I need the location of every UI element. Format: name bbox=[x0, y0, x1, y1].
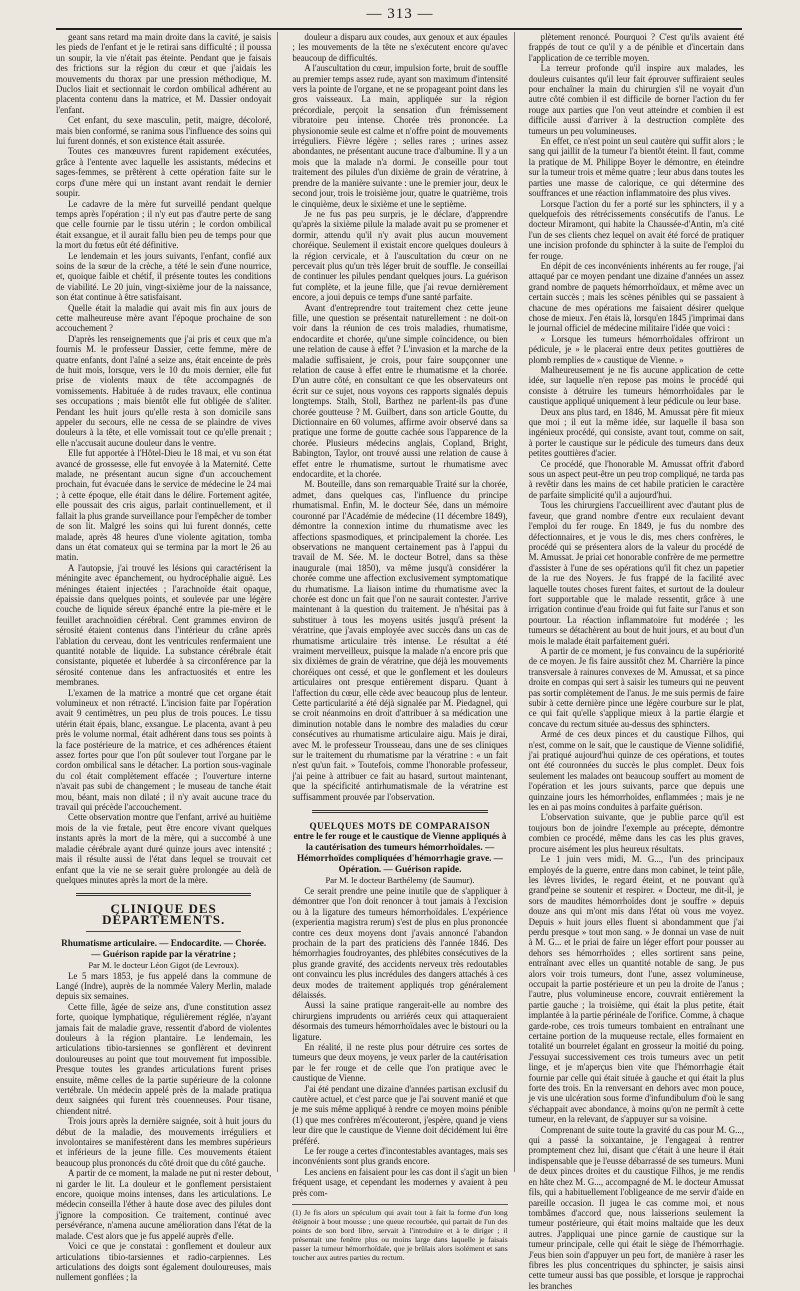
paragraph: Elle fut apportée à l'Hôtel-Dieu le 18 mai, et vu son état avancé de grossesse, elle fut envoyée à la Maternité. Cette malade, ne présentant aucun signe d'un accouchement prochain, fut évacuée dans le service de médecine le 24 mai ; à cette époque, elle était dans le délire. Fortement agitée, elle poussait des cris aigus, parlait continuellement, et il fallait la plus grande surveillance pour l'empêcher de tomber de son lit. Malgré les soins qui lui furent donnés, cette malade, après 48 heures d'une violente agitation, tomba dans un état comateux qui se termina par la mort le 26 au matin. bbox=[56, 448, 272, 563]
paragraph: Quelle était la maladie qui avait mis fin aux jours de cette malheureuse mère avant l'époque prochaine de son accouchement ? bbox=[56, 302, 272, 334]
page-number: — 313 — bbox=[366, 6, 434, 22]
paragraph: A partir de ce moment, la malade ne put ni rester debout, ni garder le lit. La douleur et le gonflement persistaient encore, quoique moins intenses, dans les articulations. Le médecin conseilla l'éther à haute dose avec des pilules dont j'ignore la composition. Ce traitement, continué avec persévérance, n'amena aucune amélioration dans l'état de la malade. C'est alors que je fus appelé auprès d'elle. bbox=[56, 1168, 272, 1241]
column-2 bbox=[292, 32, 514, 1263]
paragraph: Je ne fus pas peu surpris, je le déclare, d'apprendre qu'après la sixième pilule la malade avait pu se promener et dormir, attendu qu'il n'y avait plus aucun mouvement choréique. Seulement il existait encore quelques douleurs à la région cervicale, et à l'auscultation du cœur on ne percevait plus qu'un très léger bruit de souffle. Je conseillai de continuer les pilules pendant quelques jours. La guérison fut complète, et la jeune fille, que j'ai revue dernièrement encore, a joui depuis ce temps d'une santé parfaite. bbox=[292, 208, 508, 303]
header-rule bbox=[56, 28, 742, 30]
byline-gigot: Par M. le docteur Léon Gigot (de Levroux). bbox=[88, 960, 239, 971]
column-1 bbox=[56, 32, 278, 1283]
paragraph: Deux ans plus tard, en 1846, M. Amussat père fit mieux que moi ; il eut la même idée, sur laquelle il basa son ingénieux procédé, qui consiste, avant tout, comme on sait, à porter le caustique sur le pédicule des tumeurs dans deux petites gouttières d'acier. bbox=[528, 406, 744, 459]
paragraph: Ce procédé, que l'honorable M. Amussat offrit d'abord sous un aspect peut-être un peu trop compliqué, ne tarda pas à revêtir dans les mains de cet habile praticien le caractère de parfaite simplicité qu'il a aujourd'hui. bbox=[528, 458, 744, 500]
section-divider bbox=[312, 810, 487, 813]
paragraph: Lorsque l'action du fer a porté sur les sphincters, il y a quelquefois des rétrécissements consécutifs de l'anus. Le docteur Miramont, qui habite la Chaussée-d'Antin, m'a cité l'un de ses clients chez lequel on avait été forcé de pratiquer une incision profonde du sphincter à la suite de l'emploi du fer rouge. bbox=[528, 198, 744, 261]
paragraph: Cette observation montre que l'enfant, arrivé au huitième mois de la vie fœtale, peut être encore vivant quelques instants après la mort de la mère, qui a succombé à une maladie cérébrale ayant duré quinze jours avec intensité ; mais il résulte aussi de l'état dans lequel se trouvait cet enfant que la vie ne se serait guère prolongée au delà de quelques minutes après la mort de la mère. bbox=[56, 812, 272, 885]
paragraph: Le 5 mars 1853, je fus appelé dans la commune de Langé (Indre), auprès de la nommée Valery Merlin, malade depuis six semaines. bbox=[56, 970, 272, 1002]
paragraph: Le lendemain et les jours suivants, l'enfant, confié aux soins de la sœur de la crèche, a tété le sein d'une nourrice, et, quoique faible et chétif, il présente toutes les conditions de viabilité. Le 20 juin, vingt-sixième jour de la naissance, son état continue à être satisfaisant. bbox=[56, 250, 272, 303]
section-divider bbox=[76, 893, 251, 896]
paragraph: Armé de ces deux pinces et du caustique Filhos, qui n'est, comme on le sait, que le caustique de Vienne solidifié, j'ai pratiqué aujourd'hui quinze de ces opérations, et toutes ont été couronnées du succès le plus complet. Deux fois seulement les malades ont beaucoup souffert au moment de l'opération et les jours suivants, parce que depuis une quinzaine jours les hémorrhoïdes, enflammées ; mais je ne les en ai pas moins conduites à parfaite guérison. bbox=[528, 729, 744, 813]
paragraph: Cet enfant, du sexe masculin, petit, maigre, décoloré, mais bien conformé, se ranima sous l'influence des soins qui lui furent donnés, et son existence était assurée. bbox=[56, 115, 272, 147]
paragraph: plètement renoncé. Pourquoi ? C'est qu'ils avaient été frappés de tout ce qu'il y a de pénible et d'incertain dans l'application de ce terrible moyen. bbox=[528, 32, 744, 63]
paragraph: Malheureusement je ne fis aucune application de cette idée, sur laquelle n'en repose pas moins le procédé qui consiste à détruire les tumeurs hémorrhoïdales par le caustique appliqué uniquement à leur pédicule ou leur base. bbox=[528, 365, 744, 407]
paragraph: Voici ce que je constatai : gonflement et douleur aux articulations tibio-tarsiennes et radio-carpiennes. Les articulations des doigts sont également douloureuses, mais nullement gonflées ; la bbox=[56, 1241, 272, 1283]
section-title-clinique: CLINIQUE DES DÉPARTEMENTS. bbox=[102, 901, 226, 927]
paragraph: douleur a disparu aux coudes, aux genoux et aux épaules ; les mouvements de la tête ne s'exécutent encore qu'avec beaucoup de difficultés. bbox=[292, 32, 508, 63]
column-3 bbox=[528, 32, 744, 1291]
paragraph: Avant d'entreprendre tout traitement chez cette jeune fille, une question se présentait naturellement : ne doit-on voir dans la réunion de ces trois maladies, rhumatisme, endocardite et chorée, qu'une simple coïncidence, ou bien une relation de cause à effet ? L'invasion et la marche de la maladie suffisaient, je crois, pour faire soupçonner une relation de cause à effet entre le rhumatisme et la chorée. D'un autre côté, en consultant ce que les observateurs ont écrit sur ce sujet, nous voyons ces rapports signalés depuis longtemps. Stalh, Stoll, Barthez ne parlent-ils pas d'une chorée goutteuse ? M. Guilbert, dans son article Goutte, du Dictionnaire en 60 volumes, affirme avoir observé dans sa pratique une forme de goutte cachée sous l'apparence de la chorée. Plusieurs médecins anglais, Copland, Bright, Babington, Taylor, ont trouvé aussi une relation de cause à effet entre le rhumatisme, surtout le rhumatisme avec endocardite, et la chorée. bbox=[292, 302, 508, 480]
paragraph: En effet, ce n'est point un seul cautère qui suffit alors ; le sang qui jaillit de la tumeur l'a bientôt éteint. Il faut, comme la pratique de M. Philippe Boyer le démontre, en éteindre sur la tumeur trois et même quatre ; leur abus dans toutes les parties une masse de calorique, ce qui détermine des souffrances et une réaction inflammatoire des plus vives. bbox=[528, 136, 744, 199]
title-rule bbox=[86, 931, 241, 932]
paragraph: A l'auscultation du cœur, impulsion forte, bruit de souffle au premier temps assez rude, ayant son maximum d'intensité vers la pointe de l'organe, et ne se propageant point dans les gros vaisseaux. La main, appliquée sur la région précordiale, perçoit la sensation d'un frémissement vibratoire peu intense. Chorée très prononcée. La physionomie seule est calme et n'offre point de mouvements irréguliers. Fièvre légère ; selles rares ; urines assez abondantes, ne présentant aucune trace d'albumine. Il y a un mois que la malade n'a dormi. Je conseille pour tout traitement des pilules d'un dixième de grain de vératrine, à prendre de la manière suivante : une le premier jour, deux le second jour, trois le troisième jour, quatre le quatrième, trois le cinquième, deux le sixième et une le septième. bbox=[292, 63, 508, 209]
page-columns bbox=[56, 32, 744, 1291]
paragraph: En réalité, il ne reste plus pour détruire ces sortes de tumeurs que deux moyens, je veux parler de la cautérisation par le fer rouge et de celle que l'on pratique avec le caustique de Vienne. bbox=[292, 1041, 508, 1084]
paragraph: L'observation suivante, que je publie parce qu'il est toujours bon de joindre l'exemple au précepte, démontre combien ce procédé, même dans les cas les plus graves, procure aisément les plus heureux résultats. bbox=[528, 812, 744, 854]
paragraph: En dépit de ces inconvénients inhérents au fer rouge, j'ai attaqué par ce moyen pendant une dizaine d'années un assez grand nombre de paquets hémorrhoïdaux, et même avec un certain succès ; mais les scènes pénibles qui se passaient à chacune de mes opérations me faisaient désirer quelque chose de mieux. J'en étais là, lorsqu'en 1845 j'imprimai dans le journal officiel de médecine militaire l'idée que voici : bbox=[528, 260, 744, 334]
paragraph: Les anciens en faisaient pour les cas dont il s'agit un bien fréquent usage, et cependant les modernes y avaient à peu près com- bbox=[292, 1166, 508, 1198]
paragraph: Le 1 juin vers midi, M. G..., l'un des principaux employés de la guerre, entre dans mon cabinet, le teint pâle, les lèvres livides, le regard éteint, et ne pouvant qu'à grand'peine se soutenir et respirer. « Docteur, me dit-il, je sors de maudites hémorrhoïdes dont je souffre » depuis douze ans qui m'ont mis dans l'état où vous me voyez. Depuis » huit jours elles fluent si abondamment que j'ai perdu presque » tout mon sang. » Je donnai un vase de nuit à M. G... et le priai de faire un léger effort pour pousser au dehors ses hémorrhoïdes ; elles sortirent sans peine, entraînant avec elles un quantité notable de sang. Je pus alors voir trois tumeurs, dont l'une, assez volumineuse, occupait la partie postérieure et un peu la droite de l'anus ; l'autre, plus volumineuse encore, couvrait entièrement la partie gauche ; la troisième, qui était la plus petite, était implantée à la partie périnéale de l'orifice. Comme, à chaque garde-robe, ces trois tumeurs tombaient en entraînant une certaine portion de la muqueuse rectale, elles formaient en totalité un bourrelet égalant en grosseur la moitié du poing. J'essuyai successivement ces trois tumeurs avec un petit linge, et je m'aperçus bien vite que l'hémorrhagie était fournie par celle qui était située à gauche et qui était la plus forte des trois. En la renversant en dehors avec mon pouce, je vis une ulcération sous forme d'infundibulum d'où le sang s'échappait avec abondance, à moins qu'on ne permît à cette tumeur, en la relevant, de s'appuyer sur sa voisine. bbox=[528, 854, 744, 1125]
byline-barthelemy: Par M. le docteur Barthélemy (de Saumur). bbox=[325, 875, 475, 886]
footnote: (1) Je fis alors un spéculum qui avait tout à fait la forme d'un long étéignoir à bout mousse ; une queue recourbée, qui partait de l'un des points de son bord libre, servait à l'introduire et à le diriger ; il présentait une fenêtre plus ou moins large dans laquelle je faisais passer la tumeur hémorrhoïdale, que je brûlais alors isolément et sans toucher aux autres parties du rectum. bbox=[292, 1204, 507, 1262]
paragraph: A partir de ce moment, je fus convaincu de la supériorité de ce moyen. Je fis faire aussitôt chez M. Charrière la pince transversale à rainures convexes de M. Amussat, et sa pince droite en compas qui sert à saisir les tumeurs qui ne peuvent pas sortir complètement de l'anus. Je me suis permis de faire subir à cette dernière pince une légère courbure sur le plat, ce qui fait qu'elle s'applique mieux à la partie élargie et concave du rectum située au-dessus des sphincters. bbox=[528, 645, 744, 729]
paragraph: Ce serait prendre une peine inutile que de s'appliquer à démontrer que l'on doit renoncer à tout jamais à l'excision ou à la ligature des tumeurs hémorrhoïdales. L'expérience (experientia magistra rerum) s'est de plus en plus prononcée contre ces deux moyens dont j'avais annoncé l'abandon prochain de la part des praticiens dès l'année 1846. Des hémorrhagies foudroyantes, des phlébites consécutives de la plus grande gravité, des accidents nerveux très redoutables ont convaincu les plus incrédules des dangers attachés à ces deux modes de traitement appliqués trop généralement délaissés. bbox=[292, 885, 508, 1000]
paragraph: Tous les chirurgiens l'accueillirent avec d'autant plus de faveur, que grand nombre d'entre eux reculaient devant l'emploi du fer rouge. En 1849, je fus du nombre des défectionnaires, et je vous le dis, mes chers confrères, le procédé qui se présentera alors de la valeur du procédé de M. Amussat. Je priai cet honorable confrère de me permettre d'assister à l'une de ses opérations qu'il fit chez un papetier de la rue des Noyers. Je fus frappé de la facilité avec laquelle toutes choses furent faites, et surtout de la douleur fort supportable que le malade ressentit, grâce à une irrigation continue d'eau froide qui fut faite sur l'anus et son pourtour. La réaction inflammatoire fut modérée ; les tumeurs se détachèrent au bout de huit jours, et au bout d'un mois le malade était parfaitement guéri. bbox=[528, 500, 744, 646]
paragraph: Le fer rouge a certes d'incontestables avantages, mais ses inconvénients sont plus grands encore. bbox=[292, 1146, 508, 1167]
paragraph: Toutes ces manœuvres furent rapidement exécutées, grâce à l'entente avec laquelle les assistants, médecins et sages-femmes, se prêtèrent à cette opération faite sur le corps d'une mère qui un instant avant rendait le dernier soupir. bbox=[56, 146, 272, 199]
paragraph: « Lorsque les tumeurs hémorrhoïdales offriront un pédicule, je » le placerai entre deux petites gouttières de plomb remplies de » caustique de Vienne. » bbox=[528, 333, 744, 365]
section-title-comparaison: QUELQUES MOTS DE COMPARAISON bbox=[309, 821, 491, 832]
paragraph: L'examen de la matrice a montré que cet organe était volumineux et non rétracté. L'incision faite par l'opération avait 9 centimètres, un peu plus de trois pouces. Le tissu utérin était épais, blanc, exsangue. Le placenta, avant à peu près le volume normal, était adhérent dans tous ses points à la face postérieure de la matrice, et ces adhérences étaient assez fortes pour que l'on pût soulever tout l'organe par le cordon ombilical sans le détacher. La portion sous-vaginale du col était complètement effacée ; l'ouverture interne n'avait pas subi de changement ; le museau de tanche était mou, béant, mais non dilaté ; il n'y avait aucune trace du travail qui précède l'accouchement. bbox=[56, 687, 272, 813]
paragraph: J'ai été pendant une dizaine d'années partisan exclusif du cautère actuel, et c'est parce que je l'ai souvent manié et que je me suis même appliqué à rendre ce moyen moins pénible (1) que mes confrères m'écouteront, j'espère, quand je viens leur dire que le caustique de Vienne doit décidément lui être préféré. bbox=[292, 1083, 508, 1146]
article-title-rhumatisme: Rhumatisme articulaire. — Endocardite. — Chorée. — Guérison rapide par la vératrine ; bbox=[61, 938, 267, 960]
article-title-fer-rouge: entre le fer rouge et le caustique de Vienne appliqués à la cautérisation des tumeurs hémorrhoïdales. — Hémorrhoïdes compliquées d'hémorrhagie grave. — Opération. — Guérison rapide. bbox=[293, 831, 507, 875]
paragraph: La terreur profonde qu'il inspire aux malades, les douleurs cuisantes qu'il leur fait éprouver suffiraient seules pour enchaîner la main du chirurgien s'il ne voyait d'un autre côté combien il est difficile de borner l'action du fer rouge aux parties que l'on veut atteindre et combien il est difficile aussi d'arriver à la destruction complète des tumeurs un peu volumineuses. bbox=[528, 63, 744, 136]
paragraph: geant sans retard ma main droite dans la cavité, je saisis les pieds de l'enfant et je le retirai sans difficulté ; il poussa un soupir, la vie n'était pas éteinte. Pendant que je faisais des frictions sur la région du cœur et que j'aidais les mouvements du thorax par une pression méthodique, M. Duclos liait et sectionnait le cordon ombilical adhérent au placenta contenu dans la matrice, et M. Dassier ondoyait l'enfant. bbox=[56, 32, 272, 115]
paragraph: Cette fille, âgée de seize ans, d'une constitution assez forte, quoique lymphatique, régulièrement réglée, n'ayant jamais fait de maladie grave, ressentit d'abord de violentes douleurs à la région plantaire. Le lendemain, les articulations tibio-tarsiennes se gonflèrent et devinrent douloureuses au point que tout mouvement fut impossible. Presque toutes les grandes articulations furent prises ensuite, même celles de la partie supérieure de la colonne vertébrale. Un médecin appelé près de la malade pratiqua deux saignées qui furent très couenneuses. Pour tisane, chiendent nitré. bbox=[56, 1001, 272, 1116]
paragraph: Trois jours après la dernière saignée, soit à huit jours du début de la maladie, des mouvements irréguliers et involontaires se manifestèrent dans les membres supérieurs et inférieurs de la jeune fille. Ces mouvements étaient beaucoup plus prononcés du côté droit que du côté gauche. bbox=[56, 1116, 272, 1168]
paragraph: Le cadavre de la mère fut surveillé pendant quelque temps après l'opération ; il n'y eut pas d'autre perte de sang que celle fournie par le tissu utérin ; le cordon ombilical était exsangue, et il aurait fallu bien peu de temps pour que la mort du fœtus eût été définitive. bbox=[56, 198, 272, 251]
paragraph: M. Bouteille, dans son remarquable Traité sur la chorée, admet, dans quelques cas, l'influence du principe rhumatismal. Enfin, M. le docteur Sée, dans un mémoire couronné par l'Académie de médecine (11 décembre 1849), démontre la connexion intime du rhumatisme avec les affections spasmodiques, et principalement la chorée. Les observations ne manquent certainement pas à l'appui du travail de M. Sée. M. le docteur Botrel, dans sa thèse inaugurale (mai 1850), va même jusqu'à considérer la chorée comme une affection exclusivement symptomatique du rhumatisme. La liaison intime du rhumatisme avec la chorée est donc un fait que l'on ne saurait contester. J'arrive maintenant à la question du traitement. Je n'hésitai pas à substituer à tous les moyens usités jusqu'à présent la vératrine, que j'avais employée avec succès dans un cas de rhumatisme articulaire très intense. Le résultat a été vraiment merveilleux, puisque la malade n'a encore pris que six dixièmes de grain de vératrine, que déjà les mouvements choréiques ont cessé, et que le gonflement et les douleurs articulaires ont presque entièrement disparu. Quant à l'affection du cœur, elle cède avec beaucoup plus de lenteur. Cette particularité a été déjà signalée par M. Piedagnel, qui se croit néanmoins en droit d'attribuer à sa médication une diminution notable dans le nombre des maladies du cœur consécutives au rhumatisme articulaire aigu. Mais je dirai, avec M. le professeur Trousseau, dans une de ses cliniques sur le traitement du rhumatisme par la vératrine : « un fait n'est qu'un fait. » Toutefois, comme l'honorable professeur, j'ai peine à attribuer ce fait au hasard, surtout maintenant, que la spécificité antirhumatismale de la vératrine est suffisamment prouvée par l'observation. bbox=[292, 479, 508, 802]
paragraph: A l'autopsie, j'ai trouvé les lésions qui caractérisent la méningite avec épanchement, ou hydrocéphalie aiguë. Les méninges étaient injectées ; l'arachnoïde était opaque, épaissie dans quelques points, et soulevée par une légère couche de liquide séreux épanché entre la pie-mère et le feuillet arachnoïdien cérébral. Cent grammes environ de sérosité étaient contenus dans l'intérieur du crâne après l'ablation du cerveau, dont les ventricules renfermaient une quantité notable de liquide. La substance cérébrale était consistante, piquetée et luberdée à sa circonférence par la sérosité contenue dans les anfractuosités et entre les membranes. bbox=[56, 562, 272, 688]
paragraph: Comprenant de suite toute la gravité du cas pour M. G..., qui a passé la soixantaine, je l'engageai à rentrer promptement chez lui, disant que c'était à une heure il était indispensable que je l'eusse débarrassé de ses tumeurs. Muni de deux pinces droites et du caustique Filhos, je me rendis en hâte chez M. G..., accompagné de M. le docteur Amussat fils, qui a habituellement l'obligeance de me servir d'aide en pareille occasion. Il jugea le cas comme moi, et nous tombâmes d'accord que, nous laisserions seulement la tumeur postérieure, qui était moins maltaide que les deux autres. J'appliquai une pince garnie de caustique sur la tumeur principale, celle qui était le siège de l'hémorrhagie. J'eus bien soin d'appuyer un peu fort, de manière à raser les fibres les plus concentriques du sphincter, je saisis ainsi cette tumeur aussi bas que possible, et lorsque je rapprochai les branches bbox=[528, 1124, 744, 1291]
paragraph: D'après les renseignements que j'ai pris et ceux que m'a fournis M. le professeur Dassier, cette femme, mère de quatre enfants, dont l'aîné a seize ans, était enceinte de près de huit mois, lorsque, vers le 10 du mois dernier, elle fut prise de violents maux de tête accompagnés de vomissements. Habituée à de rudes travaux, elle continua ses occupations ; mais bientôt elle fut obligée de s'aliter. Pendant les huit jours qu'elle resta à son domicile sans appeler du secours, elle ne cessa de se plaindre de vives douleurs à la tête, et elle vomissait tout ce qu'elle prenait ; elle n'accusait aucune douleur dans le ventre. bbox=[56, 333, 272, 448]
paragraph: Aussi la saine pratique rangerait-elle au nombre des chirurgiens imprudents ou arriérés ceux qui attaqueraient désormais des tumeurs hémorrhoïdales avec le bistouri ou la ligature. bbox=[292, 1000, 508, 1042]
